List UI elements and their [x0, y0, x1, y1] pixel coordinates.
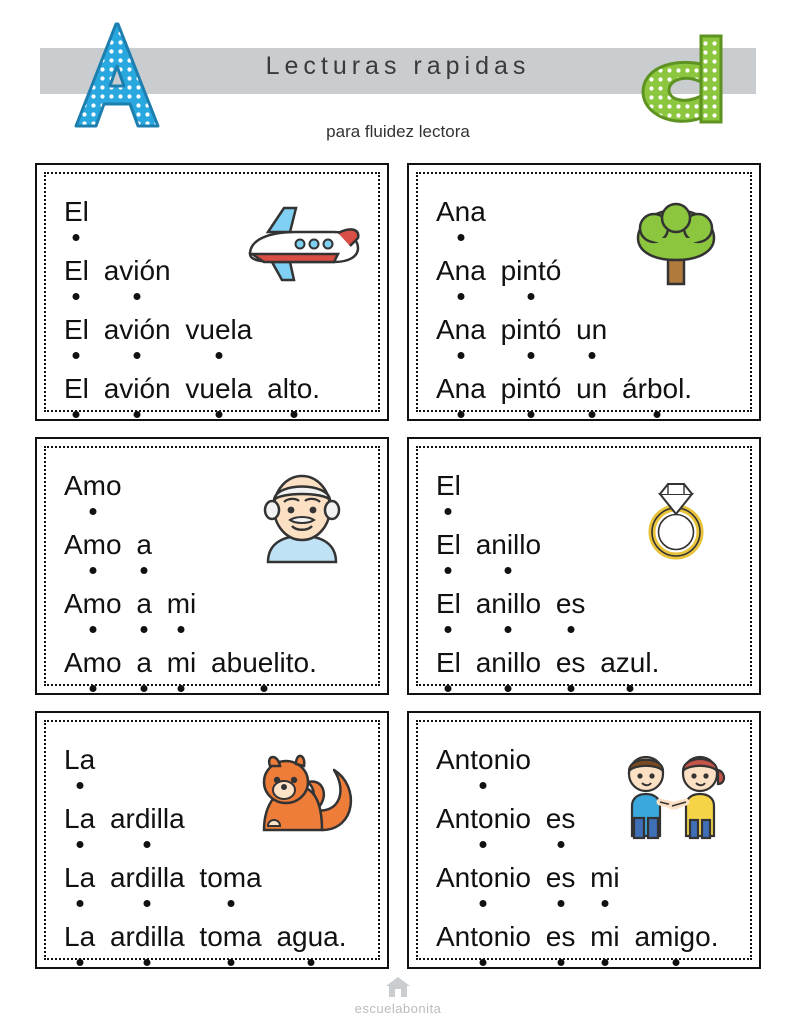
sentence-line — [64, 188, 370, 247]
sentence-lines — [64, 462, 370, 676]
sentence-line — [436, 736, 742, 795]
sentence-line — [436, 462, 742, 521]
sentence-line — [436, 365, 742, 424]
sentence-line — [64, 580, 370, 639]
sentence-line — [436, 247, 742, 306]
word: pintó — [501, 306, 562, 354]
word: avión — [104, 365, 171, 413]
word: Antonio — [436, 913, 531, 961]
word: La — [64, 736, 95, 784]
letter-lowercase-a-icon — [629, 30, 741, 130]
word: agua. — [276, 913, 346, 961]
sentence-line — [436, 521, 742, 580]
word: mi — [167, 639, 197, 687]
word: es — [556, 639, 586, 687]
word: toma — [199, 854, 261, 902]
sentence-lines — [64, 736, 370, 950]
word: Ana — [436, 306, 486, 354]
word: avión — [104, 306, 171, 354]
word: El — [436, 462, 461, 510]
word: a — [136, 639, 152, 687]
word: Amo — [64, 462, 122, 510]
word: a — [136, 580, 152, 628]
sentence-lines — [436, 736, 742, 950]
card-dotted-border — [44, 172, 380, 412]
word: es — [556, 580, 586, 628]
word: Amo — [64, 580, 122, 628]
sentence-line — [64, 736, 370, 795]
reading-card — [407, 711, 761, 969]
word: mi — [590, 854, 620, 902]
word: Amo — [64, 639, 122, 687]
word: a — [136, 521, 152, 569]
reading-card — [35, 163, 389, 421]
word: amigo. — [634, 913, 718, 961]
word: pintó — [501, 365, 562, 413]
reading-card — [407, 437, 761, 695]
word: El — [436, 521, 461, 569]
word: toma — [199, 913, 261, 961]
sentence-line — [436, 306, 742, 365]
page-header — [0, 0, 796, 150]
word: ardilla — [110, 795, 185, 843]
sentence-line — [436, 913, 742, 972]
word: árbol. — [622, 365, 692, 413]
sentence-line — [436, 639, 742, 698]
word: Antonio — [436, 854, 531, 902]
sentence-lines — [64, 188, 370, 402]
word: La — [64, 854, 95, 902]
word: Antonio — [436, 736, 531, 784]
word: es — [546, 913, 576, 961]
reading-card — [407, 163, 761, 421]
word: El — [436, 639, 461, 687]
word: El — [64, 247, 89, 295]
reading-card — [35, 711, 389, 969]
word: mi — [590, 913, 620, 961]
card-dotted-border — [416, 720, 752, 960]
word: La — [64, 795, 95, 843]
word: un — [576, 365, 607, 413]
sentence-line — [64, 913, 370, 972]
sentence-lines — [436, 462, 742, 676]
sentence-line — [64, 247, 370, 306]
word: La — [64, 913, 95, 961]
sentence-line — [64, 521, 370, 580]
footer — [0, 975, 796, 1016]
sentence-line — [64, 306, 370, 365]
word: Ana — [436, 365, 486, 413]
word: un — [576, 306, 607, 354]
word: Antonio — [436, 795, 531, 843]
word: El — [64, 306, 89, 354]
word: El — [436, 580, 461, 628]
sentence-line — [64, 639, 370, 698]
reading-cards-grid — [35, 163, 761, 969]
word: pintó — [501, 247, 562, 295]
word: avión — [104, 247, 171, 295]
word: Ana — [436, 188, 486, 236]
word: Ana — [436, 247, 486, 295]
word: Amo — [64, 521, 122, 569]
word: El — [64, 365, 89, 413]
sentence-line — [64, 854, 370, 913]
word: anillo — [476, 580, 541, 628]
word: ardilla — [110, 854, 185, 902]
sentence-line — [64, 365, 370, 424]
word: El — [64, 188, 89, 236]
word: vuela — [185, 306, 252, 354]
word: anillo — [476, 521, 541, 569]
sentence-line — [436, 188, 742, 247]
card-dotted-border — [44, 720, 380, 960]
word: es — [546, 854, 576, 902]
word: abuelito. — [211, 639, 317, 687]
sentence-line — [436, 795, 742, 854]
reading-card — [35, 437, 389, 695]
word: alto. — [267, 365, 320, 413]
word: anillo — [476, 639, 541, 687]
sentence-line — [64, 795, 370, 854]
sentence-line — [436, 580, 742, 639]
word: mi — [167, 580, 197, 628]
sentence-line — [436, 854, 742, 913]
house-icon — [384, 975, 412, 999]
word: vuela — [185, 365, 252, 413]
card-dotted-border — [416, 172, 752, 412]
footer-brand: escuelabonita — [354, 1001, 442, 1016]
word: azul. — [600, 639, 659, 687]
sentence-line — [64, 462, 370, 521]
card-dotted-border — [416, 446, 752, 686]
page-title: Lecturas rapidas — [265, 52, 531, 80]
word: ardilla — [110, 913, 185, 961]
page-subtitle: para fluidez lectora — [326, 122, 470, 141]
word: es — [546, 795, 576, 843]
sentence-lines — [436, 188, 742, 402]
card-dotted-border — [44, 446, 380, 686]
